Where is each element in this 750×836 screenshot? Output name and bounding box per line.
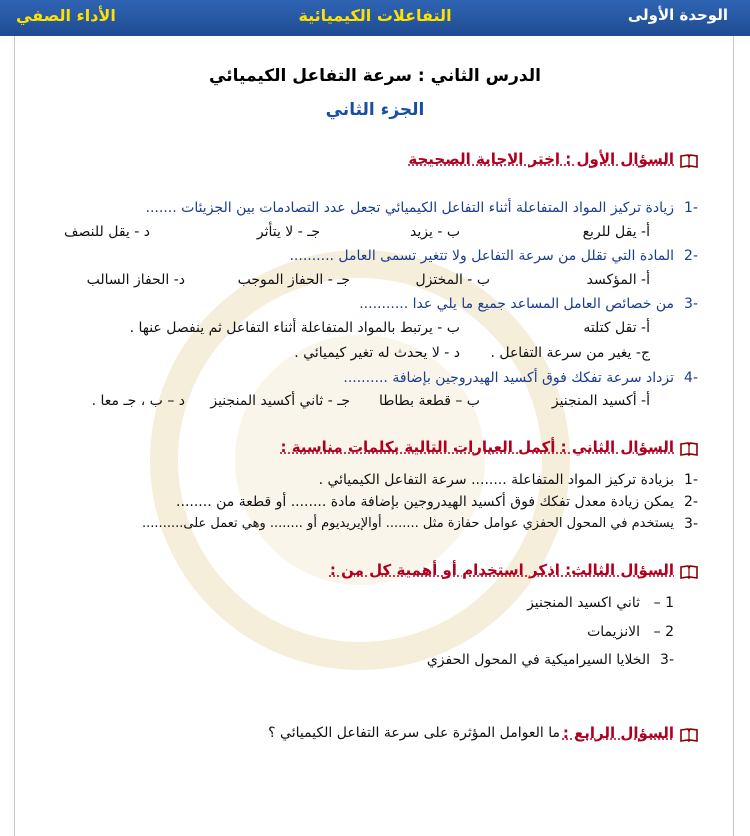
q2-item-3-num: -3 <box>684 516 698 532</box>
question-4-text: ما العوامل المؤثرة على سرعة التفاعل الكيميائي ؟ <box>268 725 560 741</box>
q1-3-option-b: ب - يرتبط بالمواد المتفاعلة أثناء التفاعل ثم ينفصل عنها . <box>129 320 460 336</box>
q1-item-1-stem: زيادة تركيز المواد المتفاعلة أثناء التفاعل الكيميائي تجعل عدد التصادمات بين الجزيئات ....... <box>145 200 674 216</box>
q1-4-option-d: د – ب ، جـ معا . <box>91 393 185 409</box>
unit-label: الوحدة الأولى <box>627 6 728 24</box>
question-1-heading: السؤال الأول : اختر الاجابة الصحيحة <box>408 150 674 168</box>
q1-4-option-a: أ- أكسيد المنجنيز <box>551 393 650 409</box>
q1-1-option-d: د - يقل للنصف <box>64 224 150 240</box>
q1-item-1-num: -1 <box>684 200 698 216</box>
q1-3-option-d: د - لا يحدث له تغير كيميائي . <box>294 345 460 361</box>
q3-item-1-num: 1 – <box>653 595 674 611</box>
q1-item-3-stem: من خصائص العامل المساعد جميع ما يلي عدا ........... <box>359 296 674 312</box>
q1-item-4-stem: تزداد سرعة تفكك فوق أكسيد الهيدروجين بإضافة .......... <box>343 370 674 386</box>
q1-item-1-number <box>684 200 698 216</box>
q1-item-4-num: -4 <box>684 370 698 386</box>
q1-2-option-b: ب - المختزل <box>415 272 490 288</box>
q1-4-option-b: ب – قطعة بطاطا <box>378 393 480 409</box>
q1-2-option-d: د- الحفاز السالب <box>86 272 185 288</box>
q1-2-option-a: أ- المؤكسد <box>586 272 650 288</box>
book-icon <box>680 154 698 168</box>
q1-3-option-c: ج- يغير من سرعة التفاعل . <box>490 345 650 361</box>
topic-label: التفاعلات الكيميائية <box>298 6 452 25</box>
book-icon <box>680 565 698 579</box>
question-3-heading: السؤال الثالث: اذكر استخدام أو أهمية كل من : <box>329 561 674 579</box>
performance-label: الأداء الصفي <box>16 6 116 25</box>
q1-1-option-a: أ- يقل للربع <box>582 224 650 240</box>
q1-item-2-stem: المادة التي تقلل من سرعة التفاعل ولا تتغير تسمى العامل .......... <box>289 248 674 264</box>
lesson-title: الدرس الثاني : سرعة التفاعل الكيميائي <box>209 66 541 86</box>
q1-3-option-a: أ- تقل كتلته <box>583 320 650 336</box>
q2-item-1-num: -1 <box>684 472 698 488</box>
book-icon <box>680 442 698 456</box>
header-bar <box>0 0 750 36</box>
question-4-heading: السؤال الرابع : <box>562 724 674 742</box>
q2-item-3-text: يستخدم في المحول الحفزي عوامل حفازة مثل ........ أوالإيريديوم أو ........ وهي تعمل على.......... <box>142 516 674 531</box>
q2-item-2-text: يمكن زيادة معدل تفكك فوق أكسيد الهيدروجين بإضافة مادة ........ أو قطعة من ........ <box>176 494 674 510</box>
question-2-heading: السؤال الثاني : أكمل العبارات التالية بكلمات مناسبة : <box>280 438 674 456</box>
q1-item-2-num: -2 <box>684 248 698 264</box>
book-icon <box>680 728 698 742</box>
q1-4-option-c: جـ - ثاني أكسيد المنجنيز <box>210 393 350 409</box>
lesson-part: الجزء الثاني <box>325 100 425 120</box>
q1-1-option-b: ب - يزيد <box>410 224 460 240</box>
q3-item-1-text: ثاني اكسيد المنجنيز <box>527 595 640 611</box>
q3-item-3-num: -3 <box>660 652 674 668</box>
q2-item-1-text: بزيادة تركيز المواد المتفاعلة ........ سرعة التفاعل الكيميائي . <box>318 472 674 488</box>
q2-item-2-num: -2 <box>684 494 698 510</box>
q1-2-option-c: جـ - الحفاز الموجب <box>237 272 350 288</box>
q3-item-2-num: 2 – <box>653 624 674 640</box>
q1-1-option-c: جـ - لا يتأثر <box>256 224 320 240</box>
q3-item-2-text: الانزيمات <box>587 624 640 640</box>
q1-item-3-num: -3 <box>684 296 698 312</box>
q3-item-3-text: الخلايا السيراميكية في المحول الحفزي <box>426 652 650 668</box>
